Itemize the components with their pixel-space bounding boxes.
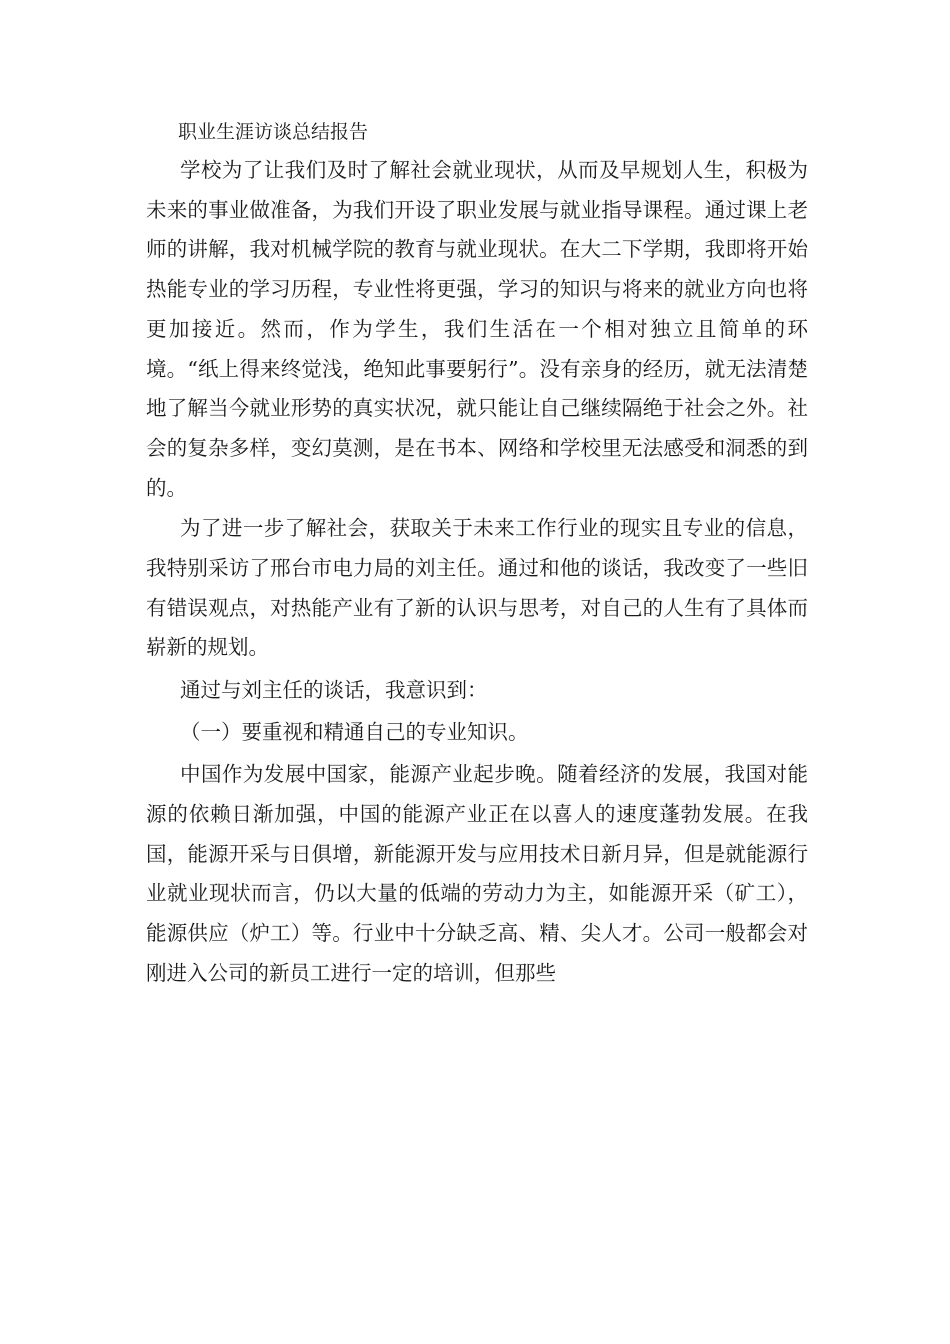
paragraph-interview: 为了进一步了解社会，获取关于未来工作行业的现实且专业的信息，我特别采访了邢台市电力局的刘主任。通过和他的谈话，我改变了一些旧有错误观点，对热能产业有了新的认识与思考，对自己的人生有了具体而崭新的规划。 — [146, 516, 808, 660]
paragraph-energy-industry: 中国作为发展中国家，能源产业起步晚。随着经济的发展，我国对能源的依赖日渐加强，中国的能源产业正在以喜人的速度蓬勃发展。在我国，能源开采与日俱增，新能源开发与应用技术日新月异，但是就能源行业就业现状而言，仍以大量的低端的劳动力为主，如能源开采（矿工），能源供应（炉工）等。行业中十分缺乏高、精、尖人才。公司一般都会对刚进入公司的新员工进行一定的培训，但那些 — [146, 762, 808, 985]
paragraph-intro: 学校为了让我们及时了解社会就业现状，从而及早规划人生，积极为未来的事业做准备，为我们开设了职业发展与就业指导课程。通过课上老师的讲解，我对机械学院的教育与就业现状。在大二下学期，我即将开始热能专业的学习历程，专业性将更强，学习的知识与将来的就业方向也将更加接近。然而，作为学生，我们生活在一个相对独立且简单的环境。“纸上得来终觉浅，绝知此事要躬行”。没有亲身的经历，就无法清楚地了解当今就业形势的真实状况，就只能让自己继续隔绝于社会之外。社会的复杂多样，变幻莫测，是在书本、网络和学校里无法感受和洞悉的到的。 — [146, 158, 808, 500]
document-body — [146, 117, 808, 993]
paragraph-realization: 通过与刘主任的谈话，我意识到： — [180, 678, 488, 703]
document-title: 职业生涯访谈总结报告 — [178, 121, 369, 143]
section-heading-1: （一）要重视和精通自己的专业知识。 — [180, 720, 529, 745]
